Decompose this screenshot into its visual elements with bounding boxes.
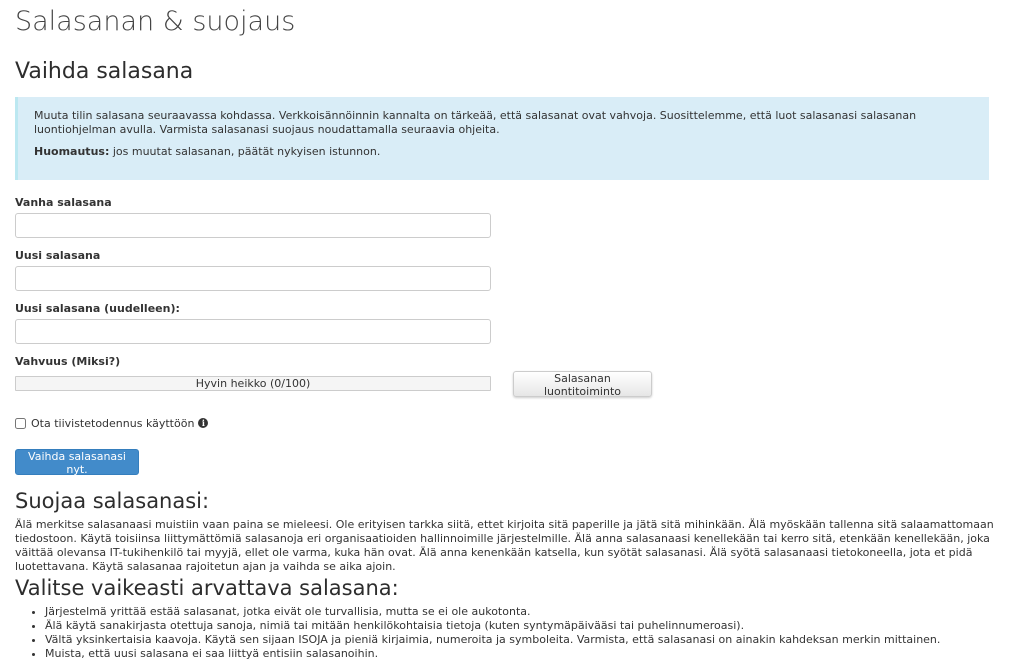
info-alert — [15, 97, 989, 180]
old-password-label: Vanha salasana — [15, 196, 112, 209]
strength-text: Hyvin heikko (0/100) — [195, 377, 311, 390]
note-label: Huomautus: — [34, 145, 110, 158]
strength-meter — [15, 376, 491, 391]
old-password-input[interactable] — [15, 213, 491, 238]
digest-auth-row — [15, 415, 208, 431]
protect-password-text: Älä merkitse salasanaasi muistiin vaan paina se mieleesi. Ole erityisen tarkka siitä, ettet kirjoita sitä paperille ja jätä sitä mihinkään. Älä myöskään tallenna sitä salaamattomaan tiedostoon. Käytä toisiinsa liittymättömiä salasanoja eri organisaatioiden hallinnoimille järjestelmille. Älä anna salasanaasi kenellekään tai kerro sitä, etenkään kenellekään, joka väittää olevansa IT-tukihenkilö tai myyjä, ellet ole varma, kuka hän ovat. Älä anna kenenkään katsella, kun syötät salasanasi. Älä syötä salasanaasi tietokoneella, jota et pidä luotettavana. Käytä salasanaa rajoitetun ajan ja vaihda se aika ajoin. — [15, 518, 994, 573]
list-item: • Järjestelmä yrittää estää salasanat, jotka eivät ole turvallisia, mutta se ei ole aukotonta. — [45, 605, 940, 619]
list-item: • Älä käytä sanakirjasta otettuja sanoja, nimiä tai mitään henkilökohtaisia tietoja (kuten syntymäpäivääsi tai puhelinnumeroasi). — [45, 619, 940, 633]
new-password-again-label: Uusi salasana (uudelleen): — [15, 302, 180, 315]
change-password-button[interactable]: Vaihda salasanasi nyt. — [15, 449, 139, 475]
page-title: Salasanan & suojaus — [15, 6, 296, 37]
protect-password-heading: Suojaa salasanasi: — [15, 489, 210, 513]
info-text: Muuta tilin salasana seuraavassa kohdassa. Verkkoisännöinnin kannalta on tärkeää, että salasanat ovat vahvoja. Suosittelemme, että luot salasanasi salasanan luontiohjelman avulla. Varmista salasanasi suojaus noudattamalla seuraavia ohjeita. — [34, 109, 917, 136]
info-icon[interactable]: i — [198, 418, 208, 428]
digest-auth-label[interactable]: Ota tiivistetodennus käyttöön — [31, 416, 195, 430]
password-generator-button[interactable]: Salasanan luontitoiminto — [513, 371, 652, 397]
list-item: • Vältä yksinkertaisia kaavoja. Käytä sen sijaan ISOJA ja pieniä kirjaimia, numeroita ja symboleita. Varmista, että salasanasi on ainakin kahdeksan merkin mittainen. — [45, 633, 940, 647]
strength-label[interactable]: Vahvuus (Miksi?) — [15, 355, 121, 368]
info-note — [34, 145, 973, 159]
password-tips-list — [15, 605, 940, 661]
list-item: • Muista, että uusi salasana ei saa liittyä entisiin salasanoihin. — [45, 647, 940, 661]
new-password-again-input[interactable] — [15, 319, 491, 344]
change-password-heading: Vaihda salasana — [15, 59, 194, 84]
choose-password-heading: Valitse vaikeasti arvattava salasana: — [15, 576, 399, 600]
new-password-input[interactable] — [15, 266, 491, 291]
digest-auth-checkbox[interactable] — [15, 418, 26, 429]
new-password-label: Uusi salasana — [15, 249, 101, 262]
note-text: jos muutat salasanan, päätät nykyisen istunnon. — [109, 145, 381, 158]
